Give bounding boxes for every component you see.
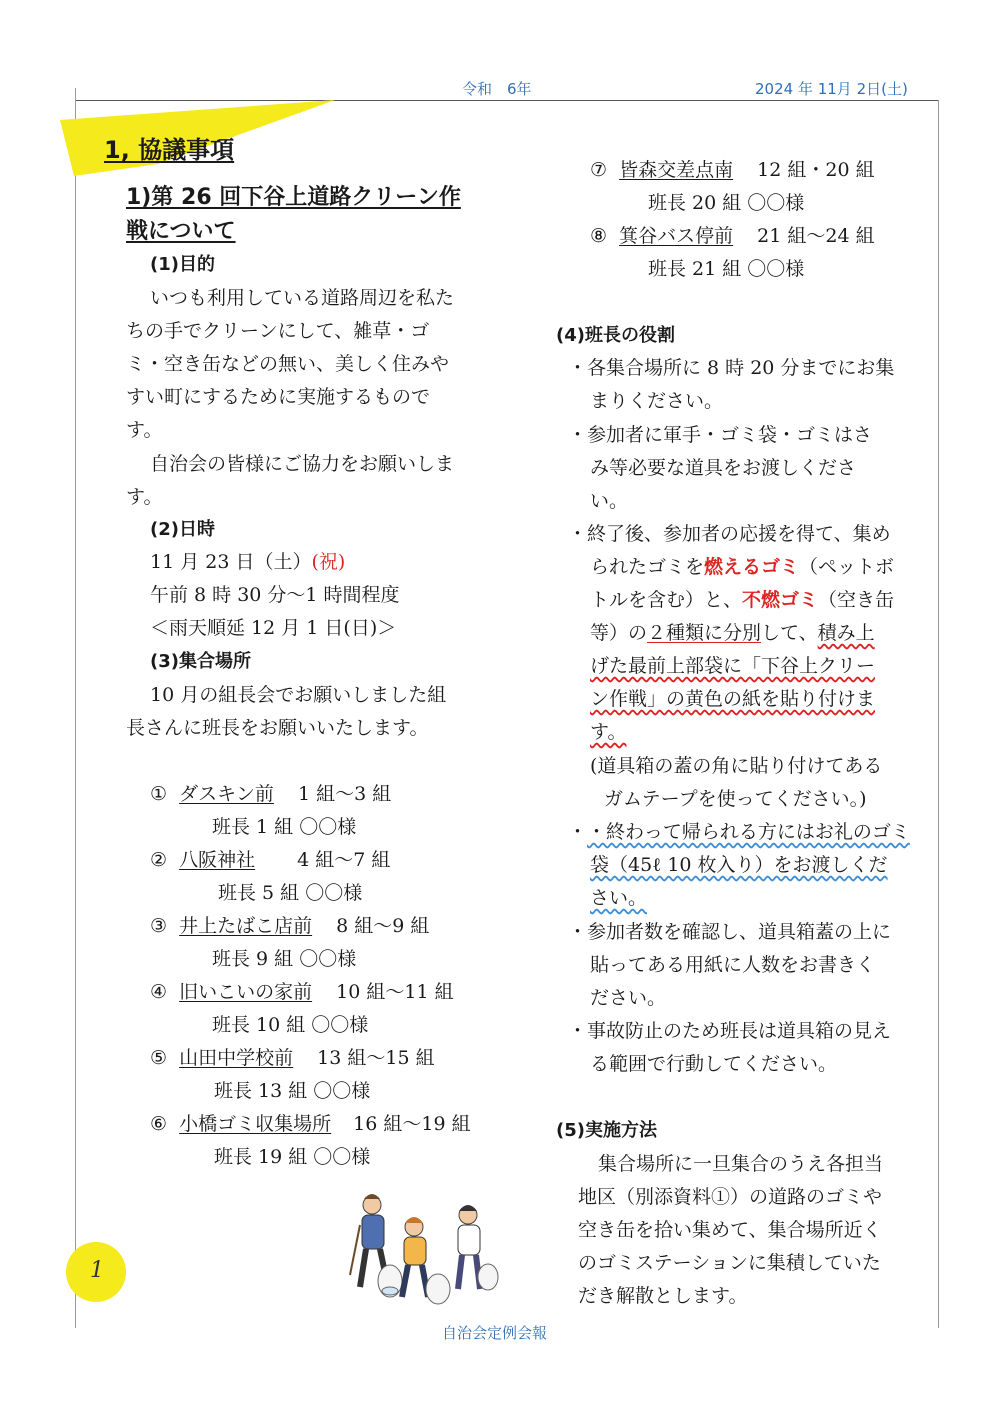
event-date-main: 11 月 23 日（土）	[150, 551, 312, 573]
place-groups: 13 組～15 組	[317, 1047, 435, 1069]
method-line: 空き缶を拾い集めて、集合場所近く	[578, 1219, 882, 1241]
role-bullet-5-cont: ださい。	[590, 987, 667, 1009]
place-name: 皆森交差点南	[619, 159, 734, 181]
place-item-6	[150, 1109, 471, 1136]
text: （空き缶	[818, 589, 895, 611]
place-name: 旧いこいの家前	[179, 981, 313, 1003]
role-bullet-3-line2	[590, 552, 894, 579]
place-leader: 班長 21 組 〇〇様	[648, 258, 805, 280]
place-item-5	[150, 1043, 435, 1070]
text: 等）の	[590, 622, 648, 644]
section-title: 1, 協議事項	[104, 136, 235, 164]
method-line: だき解散とします。	[578, 1285, 748, 1307]
role-bullet-3-note: (道具箱の蓋の角に貼り付けてある	[590, 755, 883, 777]
right-margin-line	[938, 100, 939, 1328]
place-name: 井上たばこ店前	[179, 915, 313, 937]
purpose-line: す。	[126, 419, 163, 441]
role-bullet-3-line6: ン作戦」の黄色の紙を貼り付けま	[590, 688, 876, 710]
place-groups: 1 組～3 組	[297, 783, 392, 805]
role-bullet-1: ・各集合場所に 8 時 20 分までにお集	[568, 357, 895, 379]
rain-postpone: ＜雨天順延 12 月 1 日(日)＞	[150, 617, 397, 639]
topic-title-line2: 戦について	[126, 219, 236, 244]
header-date: 2024 年 11月 2日(土)	[755, 80, 908, 98]
place-name: ダスキン前	[179, 783, 274, 805]
place-leader: 班長 20 組 〇〇様	[648, 192, 805, 214]
purpose-line: 自治会の皆様にご協力をお願いしま	[150, 453, 455, 475]
purpose-line: すい町にするために実施するもので	[126, 386, 431, 408]
place-item-4	[150, 977, 454, 1004]
place-groups: 4 組～7 組	[297, 849, 391, 871]
page-number: 1	[90, 1258, 104, 1283]
place-leader: 班長 5 組 〇〇様	[218, 882, 363, 904]
place-name: 八阪神社	[179, 849, 256, 871]
text: トルを含む）と、	[590, 589, 743, 611]
role-bullet-3-line7: す。	[590, 721, 627, 743]
role-bullet-5-cont: 貼ってある用紙に人数をお書きく	[590, 954, 876, 976]
place-item-7	[590, 155, 875, 182]
header-era: 令和 6年	[462, 80, 532, 98]
role-heading: (4)班長の役割	[556, 325, 675, 346]
role-bullet-1-cont: まりください。	[590, 390, 724, 412]
topic-title-line1: 1)第 26 回下谷上道路クリーン作	[126, 185, 461, 210]
text: して、	[761, 622, 818, 644]
footer-text: 自治会定例会報	[442, 1324, 548, 1342]
place-item-1	[150, 779, 391, 806]
place-leader: 班長 13 組 〇〇様	[214, 1080, 371, 1102]
role-bullet-3-line3	[590, 585, 894, 612]
place-groups: 10 組～11 組	[336, 981, 454, 1003]
place-groups: 21 組～24 組	[757, 225, 875, 247]
place-num: ①	[150, 783, 168, 805]
purpose-line: いつも利用している道路周辺を私た	[150, 287, 455, 309]
role-bullet-5: ・参加者数を確認し、道具箱蓋の上に	[568, 921, 892, 943]
stack-text: 積み上	[817, 622, 875, 644]
role-bullet-3: ・終了後、参加者の応援を得て、集め	[568, 523, 891, 545]
place-leader: 班長 19 組 〇〇様	[214, 1146, 371, 1168]
role-bullet-4: ・・終わって帰られる方にはお礼のゴミ	[568, 821, 910, 843]
role-bullet-4-cont: さい。	[590, 887, 648, 909]
place-name: 箕谷バス停前	[619, 225, 734, 247]
left-margin-line	[75, 88, 76, 1328]
place-item-8	[590, 221, 875, 248]
place-intro: 長さんに班長をお願いいたします。	[126, 717, 429, 739]
place-num: ②	[150, 849, 168, 871]
role-bullet-6-cont: る範囲で行動してください。	[590, 1053, 838, 1075]
place-name: 山田中学校前	[179, 1047, 294, 1069]
text: （ペットボ	[799, 556, 895, 578]
place-num: ⑦	[590, 159, 608, 181]
role-bullet-3-line5: げた最前上部袋に「下谷上クリー	[590, 655, 876, 677]
role-bullet-3-line4	[590, 618, 875, 645]
place-num: ⑤	[150, 1047, 168, 1069]
place-num: ③	[150, 915, 168, 937]
place-num: ⑥	[150, 1113, 168, 1135]
role-bullet-3-note: ガムテープを使ってください。)	[604, 788, 867, 810]
datetime-heading: (2)日時	[150, 519, 215, 540]
place-leader: 班長 9 組 〇〇様	[212, 948, 357, 970]
place-leader: 班長 10 組 〇〇様	[212, 1014, 369, 1036]
place-num: ⑧	[590, 225, 608, 247]
holiday-mark: (祝)	[311, 551, 346, 573]
place-leader: 班長 1 組 〇〇様	[212, 816, 357, 838]
method-line: 地区（別添資料①）の道路のゴミや	[578, 1186, 883, 1208]
place-item-3	[150, 911, 429, 938]
method-heading: (5)実施方法	[556, 1120, 657, 1141]
place-groups: 12 組・20 組	[757, 159, 875, 181]
nonburnable-garbage: 不燃ゴミ	[742, 589, 819, 611]
place-heading: (3)集合場所	[150, 651, 251, 672]
cleanup-people-illustration	[342, 1185, 502, 1315]
burnable-garbage: 燃えるゴミ	[704, 556, 800, 578]
purpose-line: ちの手でクリーンにして、雑草・ゴ	[126, 320, 430, 342]
text: られたゴミを	[590, 556, 705, 578]
place-groups: 8 組～9 組	[336, 915, 430, 937]
role-bullet-2-cont: み等必要な道具をお渡しくださ	[590, 457, 857, 479]
place-intro: 10 月の組長会でお願いしました組	[150, 684, 447, 706]
place-item-2	[150, 845, 390, 872]
event-time: 午前 8 時 30 分～1 時間程度	[150, 584, 400, 606]
place-name: 小橋ゴミ収集場所	[179, 1113, 332, 1135]
method-line: 集合場所に一旦集合のうえ各担当	[598, 1153, 884, 1175]
purpose-line: す。	[126, 486, 163, 508]
purpose-heading: (1)目的	[150, 254, 215, 275]
role-bullet-4-cont: 袋（45ℓ 10 枚入り）をお渡しくだ	[590, 854, 888, 876]
place-num: ④	[150, 981, 168, 1003]
two-types-separation: ２種類に分別	[647, 622, 762, 644]
method-line: のゴミステーションに集積していた	[578, 1252, 881, 1274]
place-groups: 16 組～19 組	[353, 1113, 471, 1135]
role-bullet-2: ・参加者に軍手・ゴミ袋・ゴミはさ	[568, 424, 873, 446]
event-date	[150, 547, 345, 574]
role-bullet-6: ・事故防止のため班長は道具箱の見え	[568, 1020, 892, 1042]
text: ・終わって帰られる方にはお礼のゴミ	[587, 821, 910, 843]
purpose-line: ミ・空き缶などの無い、美しく住みや	[126, 353, 450, 375]
role-bullet-2-cont: い。	[590, 490, 629, 512]
